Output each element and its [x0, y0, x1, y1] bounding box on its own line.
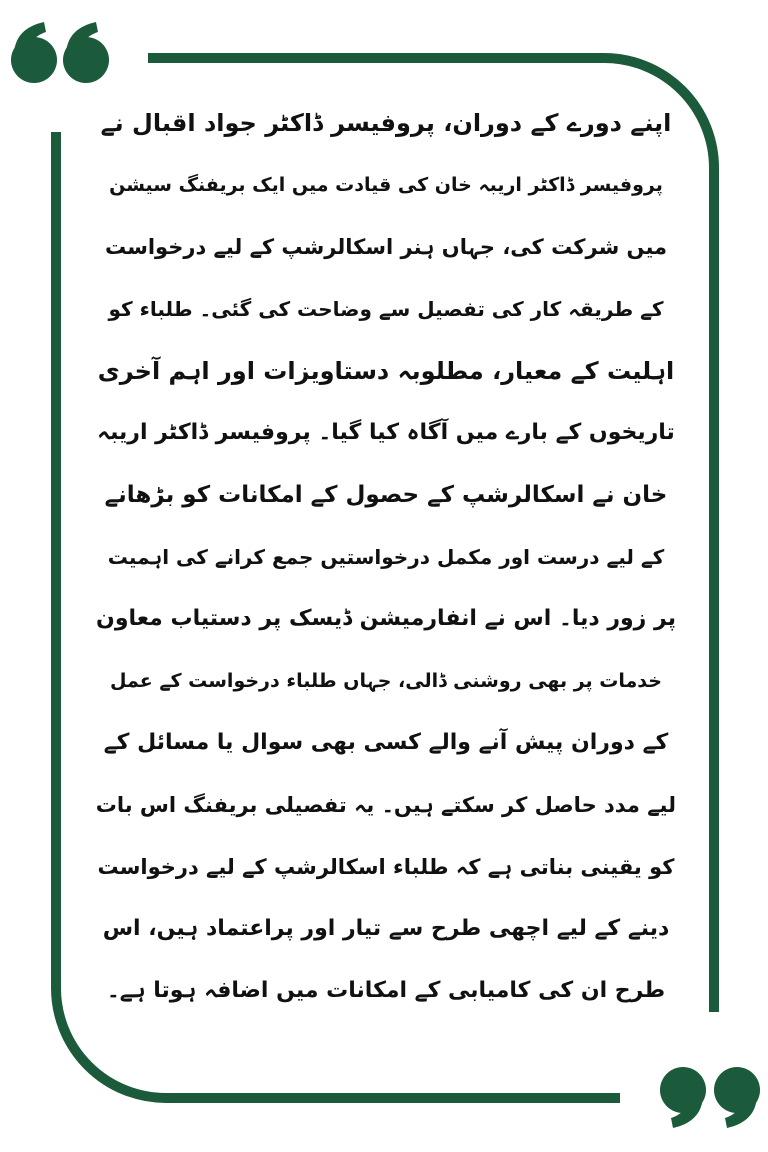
open-quote-icon [11, 22, 109, 83]
text-line: تاریخوں کے بارے میں آگاہ کیا گیا۔ پروفیسر ڈاکٹر اریبہ [97, 420, 675, 445]
text-line: کے طریقہ کار کی تفصیل سے وضاحت کی گئی۔ طلباء کو [108, 297, 664, 321]
text-line: لیے مدد حاصل کر سکتے ہیں۔ یہ تفصیلی بریفنگ اس بات [95, 793, 676, 817]
text-line: پر زور دیا۔ اس نے انفارمیشن ڈیسک پر دستیاب معاون [96, 606, 676, 631]
close-quote-icon [660, 1067, 760, 1128]
text-line: اپنے دورے کے دوران، پروفیسر ڈاکٹر جواد اقبال نے [100, 109, 672, 137]
text-line: خدمات پر بھی روشنی ڈالی، جہاں طلباء درخواست کے عمل [110, 670, 662, 692]
text-line: کے لیے درست اور مکمل درخواستیں جمع کرانے کی اہمیت [107, 545, 665, 569]
text-line: دینے کے لیے اچھی طرح سے تیار اور پراعتماد ہیں، اس [102, 916, 670, 941]
text-line: کو یقینی بناتی ہے کہ طلباء اسکالرشپ کے لیے درخواست [97, 855, 675, 879]
text-line: پروفیسر ڈاکٹر اریبہ خان کی قیادت میں ایک بریفنگ سیشن [109, 174, 663, 196]
text-line: خان نے اسکالرشپ کے حصول کے امکانات کو بڑھانے [104, 482, 668, 508]
text-line: اہلیت کے معیار، مطلوبہ دستاویزات اور اہم آخری [97, 357, 675, 385]
text-line: کے دوران پیش آنے والے کسی بھی سوال یا مسائل کے [103, 730, 669, 755]
text-line: طرح ان کی کامیابی کے امکانات میں اضافہ ہوتا ہے۔ [106, 978, 666, 1003]
quote-text [96, 92, 676, 1052]
text-line: میں شرکت کی، جہاں ہنر اسکالرشپ کے لیے درخواست [104, 235, 668, 259]
